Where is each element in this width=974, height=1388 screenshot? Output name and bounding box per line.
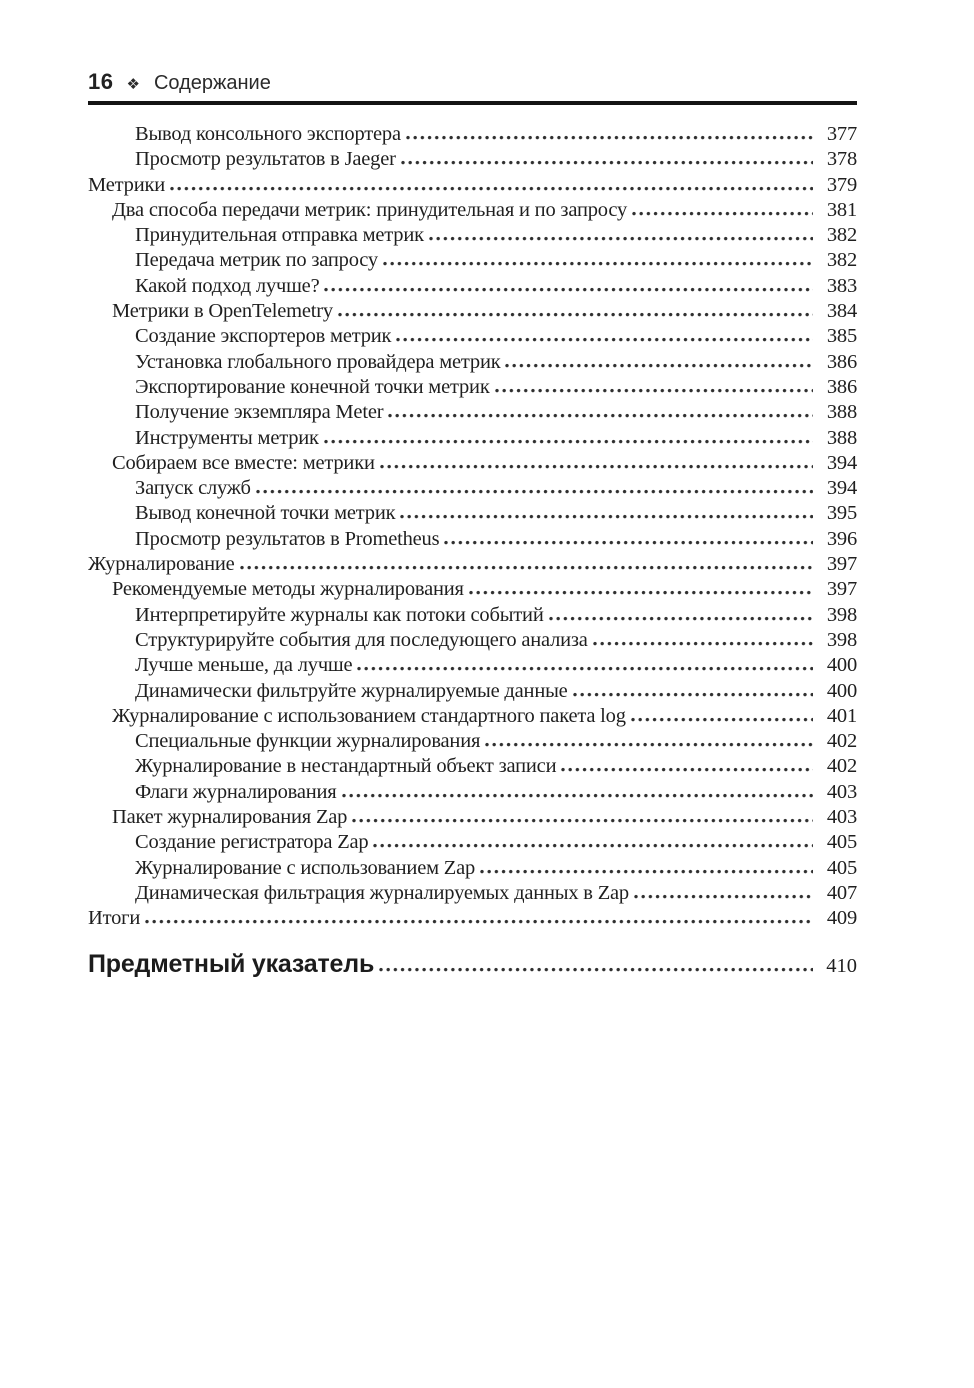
toc-entry-label: Интерпретируйте журналы как потоки событий — [135, 603, 544, 626]
toc-entry-label: Какой подход лучше? — [135, 274, 320, 297]
toc-entry — [88, 679, 857, 704]
toc-entry-page: 386 — [826, 375, 857, 398]
toc-entry-label: Принудительная отправка метрик — [135, 224, 424, 247]
toc-entry-label: Журналирование с использованием стандартного пакета log — [112, 704, 626, 727]
toc-entry — [88, 704, 857, 729]
toc-entry-label: Пакет журналирования Zap — [112, 806, 348, 829]
toc-entry-label: Просмотр результатов в Jaeger — [135, 148, 396, 171]
dotted-leader — [400, 514, 813, 519]
toc-entry — [88, 198, 857, 223]
dotted-leader — [240, 565, 813, 570]
dotted-leader — [342, 793, 813, 798]
toc-entry — [88, 426, 857, 451]
toc-entry-label: Получение экземпляра Meter — [135, 401, 384, 424]
toc-entry-page: 400 — [826, 679, 857, 702]
dotted-leader — [573, 692, 813, 697]
index-entry — [88, 948, 857, 980]
toc-entry-page: 377 — [826, 123, 857, 145]
toc-entry-page: 388 — [826, 401, 857, 424]
toc-entry — [88, 527, 857, 552]
dotted-leader — [593, 641, 813, 646]
toc-entry-label: Вывод консольного экспортера — [135, 123, 401, 145]
dotted-leader — [256, 489, 813, 494]
dotted-leader — [505, 363, 813, 368]
dotted-leader — [324, 287, 813, 292]
toc-entry — [88, 653, 857, 678]
toc-entry — [88, 754, 857, 779]
toc-entry-label: Метрики в OpenTelemetry — [112, 300, 333, 323]
toc-entry-label: Создание экспортеров метрик — [135, 325, 392, 348]
dotted-leader — [380, 464, 813, 469]
toc-list — [88, 122, 857, 932]
toc-entry-label: Метрики — [88, 173, 166, 196]
toc-entry-label: Запуск служб — [135, 477, 251, 500]
toc-entry-page: 388 — [826, 426, 857, 449]
toc-entry-label: Просмотр результатов в Prometheus — [135, 527, 440, 550]
toc-entry-page: 384 — [826, 300, 857, 323]
toc-entry — [88, 451, 857, 476]
toc-entry-page: 378 — [826, 148, 857, 171]
toc-entry-page: 379 — [826, 173, 857, 196]
toc-entry-label: Передача метрик по запросу — [135, 249, 378, 272]
toc-entry-page: 394 — [826, 477, 857, 500]
toc-entry-page: 402 — [826, 730, 857, 753]
dotted-leader — [469, 590, 813, 595]
dotted-leader — [357, 666, 813, 671]
toc-entry-page: 397 — [826, 553, 857, 576]
toc-entry — [88, 173, 857, 198]
toc-entry-label: Установка глобального провайдера метрик — [135, 350, 501, 373]
toc-entry — [88, 400, 857, 425]
toc-entry — [88, 223, 857, 248]
toc-entry — [88, 856, 857, 881]
dotted-leader — [388, 413, 813, 418]
toc-entry-page: 403 — [826, 806, 857, 829]
toc-entry-page: 398 — [826, 603, 857, 626]
toc-entry-page: 396 — [826, 527, 857, 550]
dotted-leader — [379, 967, 813, 972]
dotted-leader — [401, 160, 813, 165]
dotted-leader — [632, 211, 813, 216]
toc-entry-page: 401 — [826, 704, 857, 727]
dotted-leader — [480, 869, 813, 874]
toc-entry-page: 386 — [826, 350, 857, 373]
toc-entry-label: Экспортирование конечной точки метрик — [135, 375, 490, 398]
toc-entry-label: Флаги журналирования — [135, 780, 337, 803]
dotted-leader — [634, 894, 813, 899]
toc-entry-label: Структурируйте события для последующего анализа — [135, 628, 588, 651]
toc-entry — [88, 780, 857, 805]
toc-entry-page: 407 — [826, 881, 857, 904]
toc-entry — [88, 805, 857, 830]
toc-entry — [88, 603, 857, 628]
toc-entry-page: 403 — [826, 780, 857, 803]
toc-entry-label: Итоги — [88, 907, 141, 930]
toc-entry-label: Лучше меньше, да лучше — [135, 654, 353, 677]
dotted-leader — [145, 919, 813, 924]
toc-entry-label: Журналирование — [88, 553, 235, 576]
dotted-leader — [373, 843, 813, 848]
toc-entry-page: 405 — [826, 831, 857, 854]
index-entry-label: Предметный указатель — [88, 949, 375, 978]
toc-entry — [88, 476, 857, 501]
toc-entry-page: 382 — [826, 224, 857, 247]
toc-entry-page: 398 — [826, 628, 857, 651]
toc-entry — [88, 274, 857, 299]
toc-entry — [88, 350, 857, 375]
toc-entry — [88, 248, 857, 273]
toc-entry-page: 409 — [826, 907, 857, 930]
toc-entry-label: Журналирование в нестандартный объект записи — [135, 755, 557, 778]
dotted-leader — [549, 616, 813, 621]
dotted-leader — [324, 439, 813, 444]
toc-entry — [88, 122, 857, 147]
dotted-leader — [406, 135, 813, 140]
toc-entry — [88, 375, 857, 400]
dotted-leader — [383, 261, 813, 266]
dotted-leader — [338, 312, 813, 317]
toc-entry-label: Динамически фильтруйте журналируемые данные — [135, 679, 568, 702]
dotted-leader — [396, 337, 813, 342]
dotted-leader — [444, 540, 813, 545]
toc-entry-page: 383 — [826, 274, 857, 297]
page-header — [88, 70, 857, 96]
toc-entry-label: Специальные функции журналирования — [135, 730, 481, 753]
toc-entry-label: Динамическая фильтрация журналируемых данных в Zap — [135, 881, 629, 904]
toc-entry-page: 382 — [826, 249, 857, 272]
toc-entry — [88, 299, 857, 324]
toc-entry — [88, 552, 857, 577]
header-page-number: 16 — [88, 69, 114, 94]
toc-entry — [88, 830, 857, 855]
index-entry-page: 410 — [826, 954, 857, 977]
toc-entry — [88, 501, 857, 526]
dotted-leader — [352, 818, 813, 823]
dotted-leader — [170, 186, 813, 191]
toc-entry — [88, 147, 857, 172]
toc-entry — [88, 324, 857, 349]
dotted-leader — [485, 742, 813, 747]
toc-entry-page: 400 — [826, 654, 857, 677]
toc-entry-label: Два способа передачи метрик: принудительная и по запросу — [112, 198, 628, 221]
toc-entry-page: 381 — [826, 198, 857, 221]
toc-entry-label: Собираем все вместе: метрики — [112, 451, 375, 474]
toc-entry-label: Создание регистратора Zap — [135, 831, 369, 854]
toc-entry — [88, 628, 857, 653]
toc-entry — [88, 881, 857, 906]
toc-entry-page: 405 — [826, 856, 857, 879]
toc-entry-page: 385 — [826, 325, 857, 348]
dotted-leader — [561, 767, 813, 772]
dotted-leader — [495, 388, 813, 393]
toc-entry-page: 395 — [826, 502, 857, 525]
toc-entry — [88, 577, 857, 602]
toc-entry — [88, 906, 857, 931]
dotted-leader — [631, 717, 813, 722]
toc-entry-page: 394 — [826, 451, 857, 474]
toc-entry-label: Журналирование с использованием Zap — [135, 856, 476, 879]
toc-entry-label: Рекомендуемые методы журналирования — [112, 578, 464, 601]
dotted-leader — [429, 236, 813, 241]
toc-entry-page: 402 — [826, 755, 857, 778]
header-title: Содержание — [153, 72, 271, 94]
toc-entry-page: 397 — [826, 578, 857, 601]
toc-entry-label: Вывод конечной точки метрик — [135, 502, 396, 525]
diamond-icon: ❖ — [126, 75, 140, 93]
header-rule — [88, 101, 857, 105]
toc-entry-label: Инструменты метрик — [135, 426, 319, 449]
toc-entry — [88, 729, 857, 754]
